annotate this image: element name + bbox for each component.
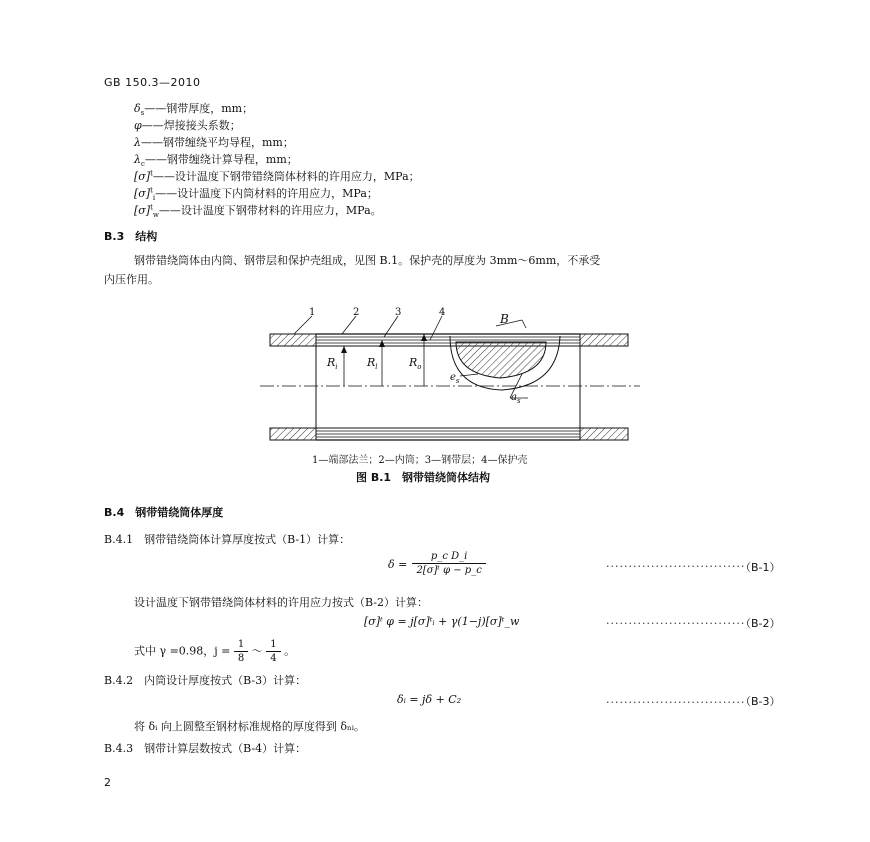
symbol-subscript: s <box>140 109 145 118</box>
symbol-subscript: c <box>140 160 145 169</box>
symbol-definition <box>134 185 378 202</box>
label-B: B <box>500 312 509 326</box>
label-Ri: $R_i$ <box>327 356 338 372</box>
b3-paragraph-line2: 内压作用。 <box>104 273 159 286</box>
flange-left-top <box>270 334 316 346</box>
symbol-superscript: t <box>150 186 153 195</box>
b41-text: B.4.1 钢带错绕筒体计算厚度按式（B-1）计算： <box>104 533 351 546</box>
round-text: 将 δᵢ 向上圆整至钢材标准规格的厚度得到 δₙᵢ。 <box>134 720 365 733</box>
symbol: δ <box>134 102 141 115</box>
symbol-superscript: t <box>150 203 153 212</box>
symbol: [σ] <box>134 170 151 183</box>
symbol-definition <box>134 117 241 133</box>
symbol-description: ——钢带厚度，mm； <box>144 102 254 115</box>
detail-section <box>456 342 546 378</box>
eq3-leader-dots: ······························· <box>606 696 746 709</box>
symbol-description: ——设计温度下钢带错绕筒体材料的许用应力，MPa； <box>152 170 420 183</box>
eq2-leader-dots: ······························· <box>606 617 746 630</box>
symbol-superscript: t <box>150 169 153 178</box>
label-Ro: $R_o$ <box>409 356 422 372</box>
symbol-description: ——设计温度下钢带材料的许用应力，MPa。 <box>158 204 382 217</box>
eq1-leader-dots: ······························· <box>606 560 746 573</box>
figure-title: 图 B.1 钢带错绕筒体结构 <box>356 471 491 484</box>
symbol-description: ——设计温度下内筒材料的许用应力，MPa； <box>155 187 378 200</box>
flange-right-bottom <box>580 428 628 440</box>
symbol-description: ——钢带缠绕计算导程，mm； <box>144 153 298 166</box>
equation-b1: δ = $\frac{\text{p\_c D\_i}}{\text{2[σ]ᵗ φ − p\_c}}$ <box>388 551 486 576</box>
label-as: $a_s$ <box>511 392 521 405</box>
eq2-intro: 设计温度下钢带错绕筒体材料的许用应力按式（B-2）计算： <box>134 596 429 609</box>
standard-code: GB 150.3—2010 <box>104 76 201 89</box>
equation-b2: [σ]ᵗ φ = j[σ]ᵗᵢ + γ(1−j)[σ]ᵗ_w <box>364 615 520 628</box>
symbol: λ <box>134 136 141 149</box>
eq1-number: （B-1） <box>740 561 781 574</box>
callout-1: 1 <box>309 307 316 318</box>
section-b4-heading: B.4 钢带错绕筒体厚度 <box>104 506 224 519</box>
symbol-definition <box>134 168 420 184</box>
equation-b3: δᵢ = jδ + C₂ <box>397 693 462 706</box>
symbol-definition <box>134 202 382 219</box>
symbol-subscript: w <box>152 211 159 220</box>
callout-3: 3 <box>395 307 402 318</box>
symbol: [σ] <box>134 187 151 200</box>
b3-paragraph-line1: 钢带错绕筒体由内筒、钢带层和保护壳组成，见图 B.1。保护壳的厚度为 3mm～6mm，不承受 <box>134 254 601 267</box>
section-b3-heading: B.3 结构 <box>104 230 158 243</box>
symbol-definition <box>134 151 298 168</box>
where-line: 式中 γ =0.98，j = $\frac{1}{8}$ ～ $\frac{1}{4}$ 。 <box>134 639 296 664</box>
figure-caption: 1—端部法兰；2—内筒；3—钢带层；4—保护壳 <box>312 455 528 466</box>
symbol: φ <box>134 119 142 132</box>
flange-left-bottom <box>270 428 316 440</box>
label-Rl: $R_l$ <box>367 356 378 372</box>
label-es: $e_s$ <box>450 372 460 385</box>
b42-text: B.4.2 内筒设计厚度按式（B-3）计算： <box>104 674 307 687</box>
eq3-number: （B-3） <box>740 695 781 708</box>
symbol-subscript: i <box>152 194 156 203</box>
symbol: [σ] <box>134 204 151 217</box>
flange-right-top <box>580 334 628 346</box>
page-number: 2 <box>104 776 111 789</box>
symbol: λ <box>134 153 141 166</box>
callout-4: 4 <box>439 307 446 318</box>
symbol-description: ——焊接接头系数； <box>141 119 241 132</box>
callout-2: 2 <box>353 307 360 318</box>
eq2-number: （B-2） <box>740 617 781 630</box>
symbol-description: ——钢带缠绕平均导程，mm； <box>140 136 294 149</box>
symbol-definition <box>134 134 294 150</box>
symbol-definition <box>134 100 253 117</box>
b43-text: B.4.3 钢带计算层数按式（B-4）计算： <box>104 742 307 755</box>
